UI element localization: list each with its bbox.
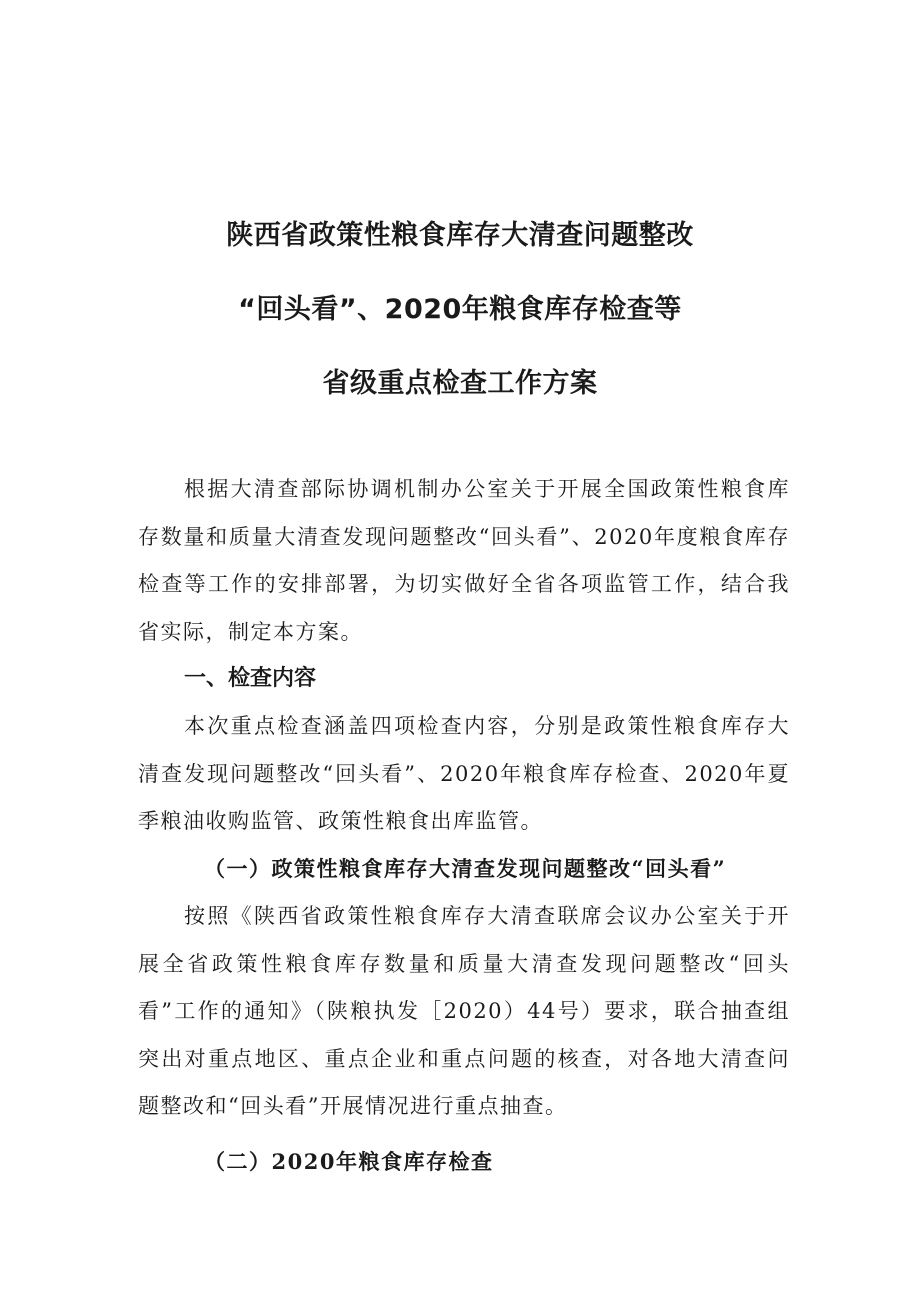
- subsection-heading-2: （二）2020年粮食库存检查: [204, 1149, 494, 1174]
- section-heading-inspection-content: 一、检查内容: [184, 666, 317, 691]
- section1-paragraph: 本次重点检查涵盖四项检查内容，分别是政策性粮食库存大清查发现问题整改“回头看”、2020年粮食库存检查、2020年夏季粮油收购监管、政策性粮食出库监管。: [138, 714, 790, 833]
- document-title-line-1: 陕西省政策性粮食库存大清查问题整改: [226, 220, 694, 251]
- intro-paragraph: 根据大清查部际协调机制办公室关于开展全国政策性粮食库存数量和质量大清查发现问题整改“回头看”、2020年度粮食库存检查等工作的安排部署，为切实做好全省各项监管工作，结合我省实际，制定本方案。: [138, 477, 790, 644]
- subsection1-paragraph: 按照《陕西省政策性粮食库存大清查联席会议办公室关于开展全省政策性粮食库存数量和质量大清查发现问题整改“回头看”工作的通知》（陕粮执发［2020）44号）要求，联合抽查组突出对重点地区、重点企业和重点问题的核查，对各地大清查问题整改和“回头看”开展情况进行重点抽查。: [138, 904, 790, 1118]
- document-title-line-2: “回头看”、2020年粮食库存检查等: [238, 294, 682, 325]
- document-title-line-3: 省级重点检查工作方案: [322, 368, 598, 399]
- subsection-heading-1: （一）政策性粮食库存大清查发现问题整改“回头看”: [204, 856, 727, 881]
